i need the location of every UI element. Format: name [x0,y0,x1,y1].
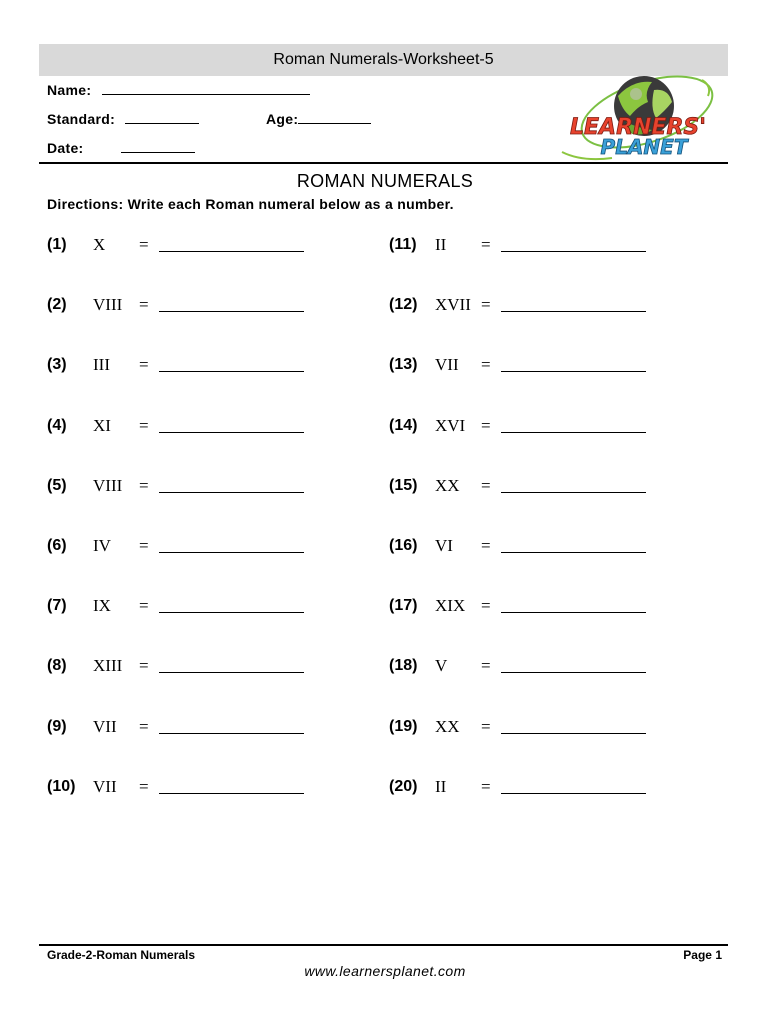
equals-sign: = [481,536,491,555]
question-item [47,778,347,800]
directions: Directions: Write each Roman numeral below as a number. [47,196,454,212]
name-label: Name: [47,82,92,98]
logo-bottom-text: PLANET [600,135,688,159]
standard-blank [125,109,199,124]
question-item [389,778,689,800]
answer-blank[interactable] [501,311,646,312]
question-number: (12) [389,296,418,314]
question-item [389,477,689,499]
equals-sign: = [481,596,491,616]
roman-numeral: XX [435,716,460,736]
name-field [47,80,310,98]
question-number: (10) [47,777,76,795]
question-item [389,296,689,318]
answer-blank[interactable] [159,311,304,312]
question-number: (14) [389,416,418,434]
equals-sign: = [139,235,149,254]
question-item [47,417,347,439]
roman-numeral: VII [93,776,117,796]
roman-numeral: VIII [93,475,123,495]
equals-sign: = [481,475,491,495]
question-number: (18) [389,657,418,675]
standard-field [47,109,199,127]
answer-blank[interactable] [159,612,304,613]
answer-blank[interactable] [501,492,646,493]
equals-sign: = [139,475,149,495]
answer-blank[interactable] [501,432,646,433]
answer-blank[interactable] [501,612,646,613]
equals-sign: = [481,415,491,435]
roman-numeral: II [435,776,447,796]
page-number: Page 1 [683,948,722,962]
question-number: (7) [47,597,67,615]
roman-numeral: III [93,355,110,375]
question-item [389,236,689,258]
section-heading: ROMAN NUMERALS [296,171,474,191]
roman-numeral: IV [93,536,111,555]
roman-numeral: XVII [435,295,471,315]
roman-numeral: VI [435,536,453,555]
date-label: Date: [47,140,84,156]
question-number: (17) [389,597,418,615]
question-item [47,537,347,559]
learners-planet-logo [552,72,722,164]
question-item [389,356,689,378]
question-item [389,537,689,559]
age-blank [298,109,371,124]
equals-sign: = [481,295,491,315]
answer-blank[interactable] [501,552,646,553]
website-url: www.learnersplanet.com [304,963,466,979]
roman-numeral: XI [93,415,111,435]
question-item [47,356,347,378]
question-number: (8) [47,657,67,675]
equals-sign: = [481,656,491,676]
roman-numeral: VIII [93,295,123,315]
question-item [47,597,347,619]
date-field [47,138,195,156]
question-item [389,718,689,740]
roman-numeral: V [435,656,448,676]
question-item [47,477,347,499]
standard-label: Standard: [47,111,116,127]
roman-numeral: VII [93,716,117,736]
name-blank [102,80,310,95]
question-number: (20) [389,777,418,795]
question-item [47,296,347,318]
header-divider [39,162,728,164]
answer-blank[interactable] [159,432,304,433]
question-number: (5) [47,476,67,494]
answer-blank[interactable] [501,672,646,673]
roman-numeral: XX [435,475,460,495]
age-field [266,109,371,127]
equals-sign: = [139,355,149,375]
equals-sign: = [481,776,491,796]
equals-sign: = [481,235,491,254]
age-label: Age: [266,111,299,127]
answer-blank[interactable] [159,793,304,794]
question-number: (19) [389,717,418,735]
answer-blank[interactable] [159,552,304,553]
roman-numeral: XIX [435,596,466,616]
roman-numeral: XVI [435,415,466,435]
question-number: (15) [389,476,418,494]
roman-numeral: X [93,235,106,254]
question-item [389,597,689,619]
equals-sign: = [139,536,149,555]
answer-blank[interactable] [501,371,646,372]
equals-sign: = [139,776,149,796]
question-item [47,718,347,740]
question-number: (2) [47,296,67,314]
answer-blank[interactable] [501,733,646,734]
question-number: (4) [47,416,67,434]
equals-sign: = [139,415,149,435]
date-blank [121,138,195,153]
equals-sign: = [139,656,149,676]
question-item [47,236,347,258]
question-number: (16) [389,537,418,554]
equals-sign: = [139,716,149,736]
footer-divider [39,944,728,946]
answer-blank[interactable] [159,251,304,252]
equals-sign: = [481,716,491,736]
question-item [47,657,347,679]
answer-blank[interactable] [501,251,646,252]
question-number: (3) [47,356,67,374]
question-number: (9) [47,717,67,735]
equals-sign: = [139,295,149,315]
answer-blank[interactable] [159,733,304,734]
footer-course: Grade-2-Roman Numerals [47,948,196,962]
roman-numeral: IX [93,596,111,616]
answer-blank[interactable] [159,492,304,493]
roman-numeral: VII [435,355,459,375]
question-item [389,657,689,679]
logo-top-text: LEARNERS' [570,115,706,140]
question-item [389,417,689,439]
answer-blank[interactable] [501,793,646,794]
question-number: (1) [47,236,67,253]
question-number: (6) [47,537,67,554]
equals-sign: = [139,596,149,616]
roman-numeral: XIII [93,656,123,676]
equals-sign: = [481,355,491,375]
question-number: (11) [389,236,417,253]
answer-blank[interactable] [159,672,304,673]
worksheet-title: Roman Numerals-Worksheet-5 [39,44,728,76]
roman-numeral: II [435,235,447,254]
question-number: (13) [389,356,418,374]
answer-blank[interactable] [159,371,304,372]
